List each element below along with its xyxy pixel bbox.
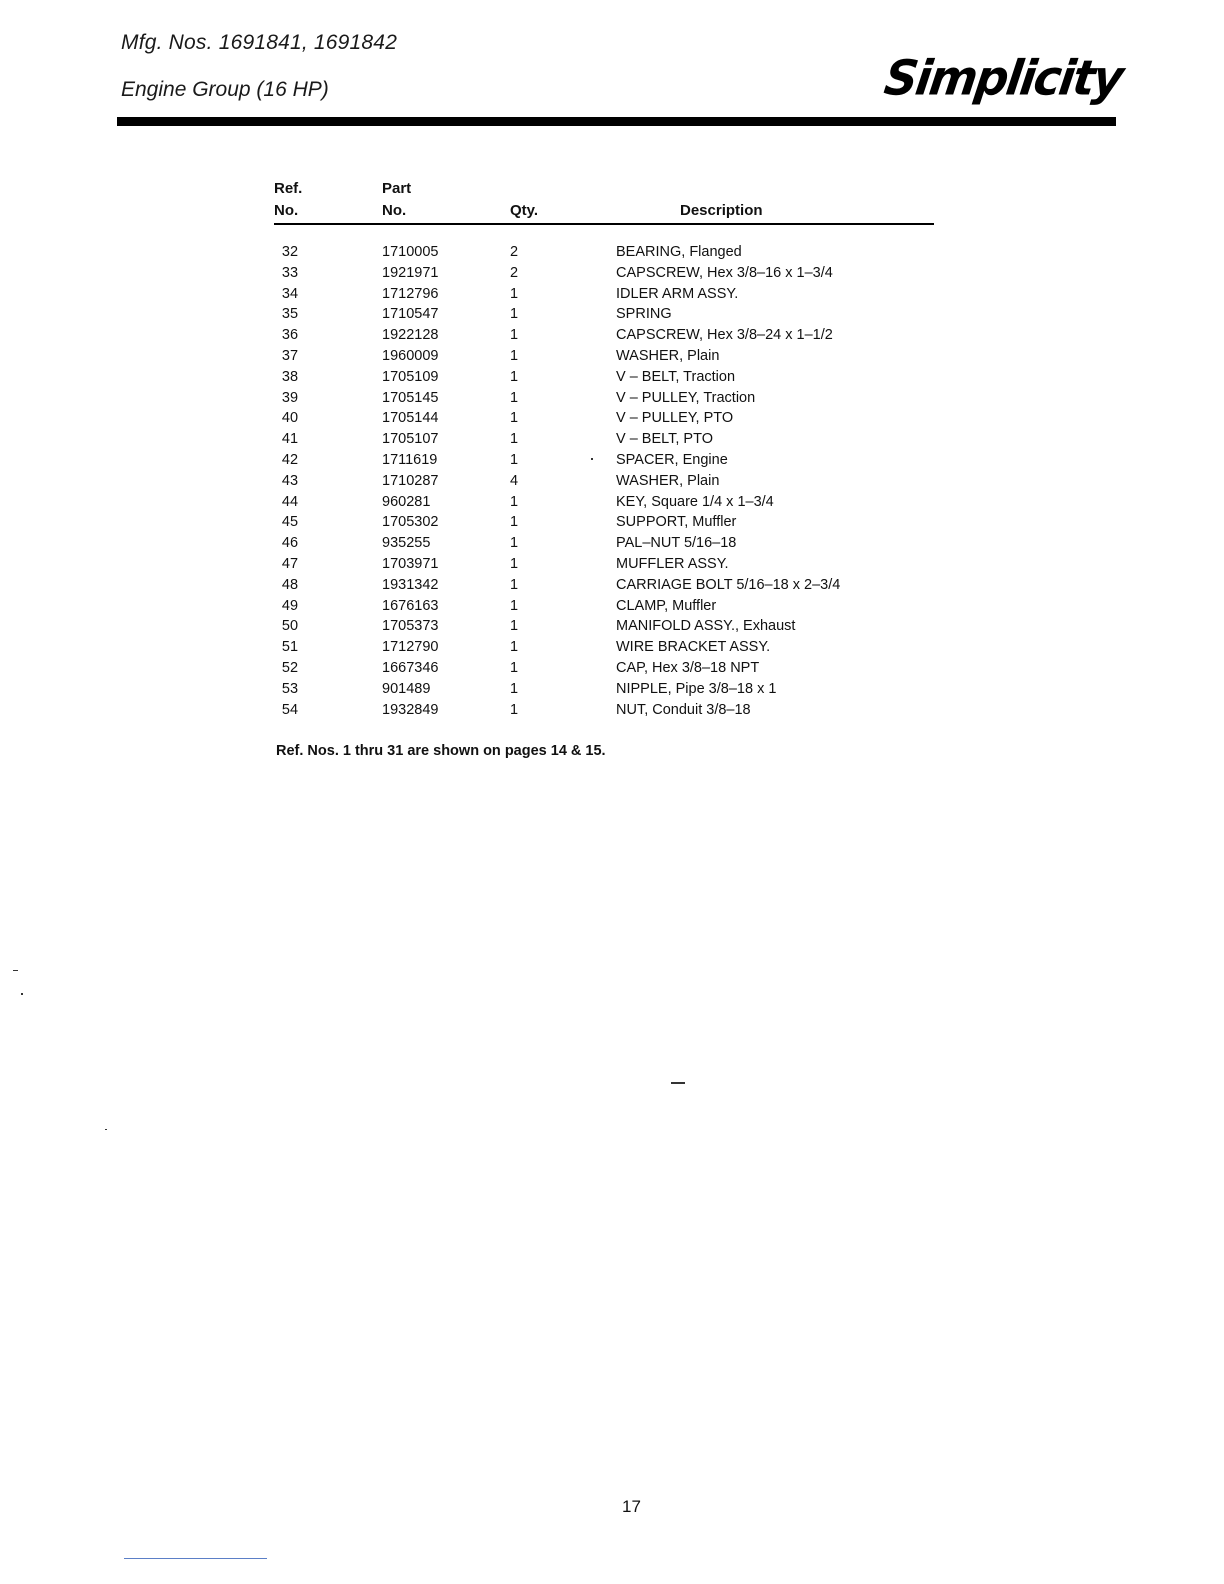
- table-row: [274, 556, 934, 577]
- header-description: Description: [680, 202, 763, 219]
- table-row: [274, 494, 934, 515]
- description-cell: SUPPORT, Muffler: [616, 514, 737, 531]
- qty-cell: 1: [510, 639, 519, 656]
- footer-line: [124, 1558, 267, 1559]
- ref-cell: 49: [281, 597, 299, 614]
- qty-cell: 1: [510, 535, 519, 552]
- brand-logo: Simplicity: [880, 49, 1125, 106]
- table-row: [274, 410, 934, 431]
- part-number-cell: 1705373: [382, 618, 439, 635]
- qty-cell: 1: [510, 659, 519, 676]
- part-number-cell: 1705144: [382, 410, 439, 427]
- ref-cell: 48: [281, 576, 299, 593]
- description-cell: V – BELT, PTO: [616, 431, 713, 448]
- description-cell: NIPPLE, Pipe 3/8–18 x 1: [616, 680, 777, 697]
- table-row: [274, 286, 934, 307]
- scan-speck: [13, 970, 18, 971]
- ref-cell: 44: [281, 493, 299, 510]
- part-number-cell: 1710005: [382, 244, 439, 260]
- mfg-numbers: Mfg. Nos. 1691841, 1691842: [121, 31, 398, 54]
- description-cell: V – PULLEY, PTO: [616, 410, 734, 427]
- description-cell: WIRE BRACKET ASSY.: [616, 639, 771, 656]
- part-number-cell: 901489: [382, 680, 431, 697]
- qty-cell: 1: [510, 347, 519, 364]
- part-number-cell: 1710287: [382, 472, 439, 489]
- description-cell: SPRING: [616, 306, 672, 323]
- qty-cell: 1: [510, 576, 519, 593]
- footnote: Ref. Nos. 1 thru 31 are shown on pages 14 & 15.: [276, 743, 606, 759]
- header-part-line1: Part: [382, 180, 412, 197]
- table-row: [274, 244, 934, 265]
- qty-cell: 1: [510, 514, 519, 531]
- table-row: [274, 618, 934, 639]
- part-number-cell: 935255: [382, 535, 431, 552]
- ref-cell: 40: [281, 410, 299, 427]
- ref-cell: 33: [281, 264, 299, 281]
- table-row: [274, 598, 934, 619]
- header-part-line2: No.: [382, 202, 407, 219]
- ref-cell: 54: [281, 701, 299, 718]
- qty-cell: 1: [510, 306, 519, 323]
- qty-cell: 1: [510, 597, 519, 614]
- description-cell: CLAMP, Muffler: [616, 597, 717, 614]
- description-cell: CARRIAGE BOLT 5/16–18 x 2–3/4: [616, 576, 841, 593]
- part-number-cell: 1705302: [382, 514, 439, 531]
- header-ref-line2: No.: [274, 202, 299, 219]
- description-cell: WASHER, Plain: [616, 472, 720, 489]
- qty-cell: 1: [510, 701, 519, 718]
- ref-cell: 34: [281, 285, 299, 302]
- qty-cell: 1: [510, 389, 519, 406]
- part-number-cell: 1676163: [382, 597, 439, 614]
- table-row: [274, 660, 934, 681]
- description-cell: NUT, Conduit 3/8–18: [616, 701, 751, 718]
- qty-cell: 2: [510, 264, 519, 281]
- table-row: [274, 473, 934, 494]
- ref-cell: 37: [281, 347, 299, 364]
- qty-cell: 1: [510, 618, 519, 635]
- table-row: [274, 577, 934, 598]
- ref-cell: 41: [281, 431, 299, 448]
- qty-cell: 1: [510, 431, 519, 448]
- table-row: [274, 681, 934, 702]
- part-number-cell: 1960009: [382, 347, 439, 364]
- header-rule: [117, 117, 1116, 126]
- part-number-cell: 1712790: [382, 639, 439, 656]
- ref-cell: 38: [281, 368, 299, 385]
- ref-cell: 39: [281, 389, 299, 406]
- scan-speck: [105, 1129, 107, 1130]
- description-cell: SPACER, Engine: [616, 451, 728, 468]
- table-header: [274, 180, 934, 226]
- description-cell: KEY, Square 1/4 x 1–3/4: [616, 493, 774, 510]
- description-cell: CAPSCREW, Hex 3/8–16 x 1–3/4: [616, 264, 833, 281]
- part-number-cell: 1705107: [382, 431, 439, 448]
- scan-speck: [21, 993, 23, 995]
- description-cell: MANIFOLD ASSY., Exhaust: [616, 618, 796, 635]
- part-number-cell: 1667346: [382, 659, 439, 676]
- part-number-cell: 1931342: [382, 576, 439, 593]
- part-number-cell: 1705109: [382, 368, 439, 385]
- ref-cell: 35: [281, 306, 299, 323]
- table-row: [274, 306, 934, 327]
- description-cell: V – PULLEY, Traction: [616, 389, 756, 406]
- table-row: [274, 702, 934, 723]
- table-row: [274, 514, 934, 535]
- table-row: [274, 452, 934, 473]
- ref-cell: 42: [281, 451, 299, 468]
- part-number-cell: 1705145: [382, 389, 439, 406]
- qty-cell: 1: [510, 451, 519, 468]
- section-title: Engine Group (16 HP): [121, 78, 329, 101]
- qty-cell: 1: [510, 285, 519, 302]
- qty-cell: 4: [510, 472, 519, 489]
- qty-cell: 2: [510, 244, 519, 260]
- ref-cell: 53: [281, 680, 299, 697]
- qty-cell: 1: [510, 493, 519, 510]
- ref-cell: 45: [281, 514, 299, 531]
- description-cell: WASHER, Plain: [616, 347, 720, 364]
- qty-cell: 1: [510, 368, 519, 385]
- table-row: [274, 639, 934, 660]
- ref-cell: 51: [281, 639, 299, 656]
- description-cell: V – BELT, Traction: [616, 368, 736, 385]
- description-cell: PAL–NUT 5/16–18: [616, 535, 737, 552]
- table-row: [274, 535, 934, 556]
- table-row: [274, 327, 934, 348]
- part-number-cell: 1710547: [382, 306, 439, 323]
- part-number-cell: 1703971: [382, 555, 439, 572]
- header-qty: Qty.: [510, 202, 539, 219]
- header-ref-line1: Ref.: [274, 180, 303, 197]
- part-number-cell: 1921971: [382, 264, 439, 281]
- part-number-cell: 960281: [382, 493, 431, 510]
- ref-cell: 43: [281, 472, 299, 489]
- description-cell: IDLER ARM ASSY.: [616, 285, 739, 302]
- part-number-cell: 1932849: [382, 701, 439, 718]
- ref-cell: 50: [281, 618, 299, 635]
- ref-cell: 36: [281, 327, 299, 344]
- part-number-cell: 1711619: [382, 451, 438, 468]
- scan-speck: [671, 1082, 685, 1084]
- table-row: [274, 369, 934, 390]
- table-row: [274, 431, 934, 452]
- table-body: [274, 244, 934, 722]
- description-cell: MUFFLER ASSY.: [616, 555, 729, 572]
- table-row: [274, 390, 934, 411]
- ref-cell: 47: [281, 555, 299, 572]
- table-row: [274, 265, 934, 286]
- page-number: 17: [622, 1497, 641, 1516]
- scan-speck: [591, 458, 593, 460]
- qty-cell: 1: [510, 680, 519, 697]
- qty-cell: 1: [510, 410, 519, 427]
- ref-cell: 52: [281, 659, 299, 676]
- part-number-cell: 1712796: [382, 285, 439, 302]
- part-number-cell: 1922128: [382, 327, 439, 344]
- ref-cell: 46: [281, 535, 299, 552]
- qty-cell: 1: [510, 555, 519, 572]
- parts-table: [274, 180, 934, 718]
- qty-cell: 1: [510, 327, 519, 344]
- table-row: [274, 348, 934, 369]
- ref-cell: 32: [281, 244, 299, 260]
- description-cell: CAP, Hex 3/8–18 NPT: [616, 659, 760, 676]
- description-cell: BEARING, Flanged: [616, 244, 742, 260]
- header-underline: [274, 223, 934, 225]
- description-cell: CAPSCREW, Hex 3/8–24 x 1–1/2: [616, 327, 833, 344]
